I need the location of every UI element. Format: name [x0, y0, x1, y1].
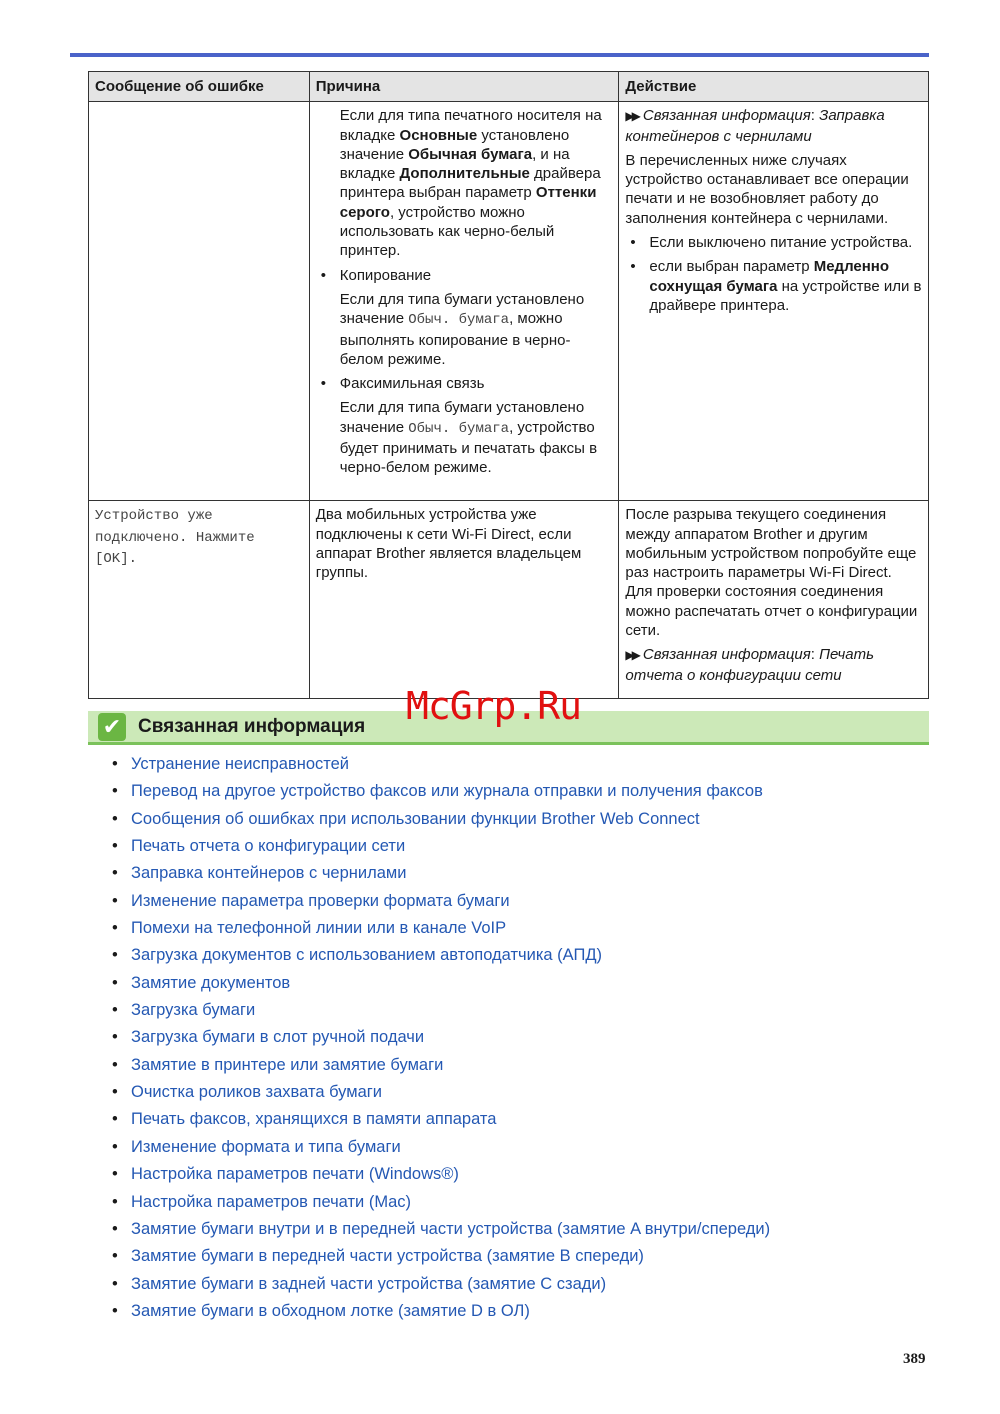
related-link-text[interactable]: Сообщения об ошибках при использовании функции Brother Web Connect: [131, 809, 700, 828]
related-link-text[interactable]: Помехи на телефонной линии или в канале VoIP: [131, 919, 507, 938]
related-link-item[interactable]: [110, 1162, 770, 1189]
cell-action: [619, 102, 929, 501]
related-link-item[interactable]: [110, 1190, 770, 1217]
related-link-item[interactable]: [110, 1053, 770, 1080]
related-link-item[interactable]: [110, 943, 770, 970]
related-links-list: [110, 752, 770, 1326]
related-link-text[interactable]: Изменение формата и типа бумаги: [131, 1137, 401, 1156]
cell-cause: Два мобильных устройства уже подключены к сети Wi-Fi Direct, если аппарат Brother является владельцем группы.: [309, 501, 619, 699]
related-link-item[interactable]: [110, 998, 770, 1025]
top-rule: [70, 53, 929, 57]
cell-message: [89, 102, 310, 501]
related-link-item[interactable]: [110, 807, 770, 834]
cell-cause: [309, 102, 619, 501]
bullet-fax: • Факсимильная связь: [316, 374, 613, 393]
table-header-row: [89, 72, 929, 102]
related-link-text[interactable]: Замятие бумаги внутри и в передней части устройства (замятие A внутри/спереди): [131, 1219, 771, 1238]
action-paragraph: После разрыва текущего соединения между аппаратом Brother и другим мобильным устройством попробуйте еще раз настроить параметры Wi-Fi Direct. Для проверки состояния соединения можно распечатать отчет о конфигурации сети.: [625, 506, 918, 640]
related-link-refill[interactable]: ▶▶ Связанная информация: Заправка контейнеров с чернилами: [625, 107, 885, 145]
related-link-text[interactable]: Настройка параметров печати (Windows®): [131, 1165, 459, 1184]
related-link-text[interactable]: Замятие бумаги в передней части устройства (замятие B спереди): [131, 1247, 644, 1266]
action-bullet: • Если выключено питание устройства.: [625, 233, 922, 252]
related-link-item[interactable]: [110, 971, 770, 998]
related-link-text[interactable]: Печать факсов, хранящихся в памяти аппарата: [131, 1110, 497, 1129]
related-link-item[interactable]: [110, 752, 770, 779]
related-link-item[interactable]: [110, 1299, 770, 1326]
header-cause: Причина: [309, 72, 619, 102]
related-link-item[interactable]: [110, 916, 770, 943]
related-link-text[interactable]: Очистка роликов захвата бумаги: [131, 1083, 382, 1102]
cell-message: [89, 501, 310, 699]
error-table: [88, 71, 929, 699]
header-error-message: Сообщение об ошибке: [89, 72, 310, 102]
watermark: McGrp.Ru: [406, 684, 582, 728]
related-link-item[interactable]: [110, 779, 770, 806]
related-link-item[interactable]: [110, 861, 770, 888]
action-bullet: • если выбран параметр Медленно сохнущая бумага на устройстве или в драйвере принтера.: [625, 257, 922, 315]
related-link-text[interactable]: Замятие в принтере или замятие бумаги: [131, 1055, 444, 1074]
related-link-item[interactable]: [110, 834, 770, 861]
related-link-item[interactable]: [110, 1107, 770, 1134]
related-link-item[interactable]: [110, 1080, 770, 1107]
table-row: [89, 102, 929, 501]
related-link-text[interactable]: Замятие бумаги в обходном лотке (замятие D в ОЛ): [131, 1301, 530, 1320]
double-arrow-icon: ▶▶: [625, 109, 638, 124]
related-link-item[interactable]: [110, 889, 770, 916]
related-link-text[interactable]: Печать отчета о конфигурации сети: [131, 837, 406, 856]
related-link-item[interactable]: [110, 1244, 770, 1271]
related-link-text[interactable]: Заправка контейнеров с чернилами: [131, 864, 407, 883]
related-link-text[interactable]: Настройка параметров печати (Mac): [131, 1192, 412, 1211]
related-link-item[interactable]: [110, 1217, 770, 1244]
checkmark-icon: ✔: [98, 713, 126, 741]
page-number: 389: [903, 1351, 926, 1367]
related-link-network-report[interactable]: ▶▶ Связанная информация: Печать отчета о конфигурации сети: [625, 646, 874, 684]
header-action: Действие: [619, 72, 929, 102]
related-link-text[interactable]: Замятие документов: [131, 973, 291, 992]
double-arrow-icon: ▶▶: [625, 648, 638, 663]
related-link-item[interactable]: [110, 1135, 770, 1162]
related-link-text[interactable]: Загрузка документов с использованием автоподатчика (АПД): [131, 946, 603, 965]
fax-paragraph: Если для типа бумаги установлено значение Обыч. бумага, устройство будет принимать и печатать факсы в черно-белом режиме.: [339, 399, 598, 477]
copy-paragraph: Если для типа бумаги установлено значение Обыч. бумага, можно выполнять копирование в черно-белом режиме.: [339, 290, 585, 368]
related-link-text[interactable]: Устранение неисправностей: [131, 755, 350, 773]
related-link-text[interactable]: Перевод на другое устройство факсов или журнала отправки и получения факсов: [131, 782, 763, 801]
related-link-text[interactable]: Изменение параметра проверки формата бумаги: [131, 891, 510, 910]
table-row: [89, 501, 929, 699]
related-link-item[interactable]: [110, 1272, 770, 1299]
related-link-text[interactable]: Загрузка бумаги: [131, 1001, 256, 1020]
related-info-title: Связанная информация: [138, 716, 366, 737]
bullet-copy: • Копирование: [316, 266, 613, 285]
error-message-text: Устройство уже подключено. Нажмите [OK].: [95, 508, 255, 567]
related-link-item[interactable]: [110, 1025, 770, 1052]
cause-paragraph: Если для типа печатного носителя на вкладке Основные установлено значение Обычная бумага, и на вкладке Дополнительные драйвера принтера выбран параметр Оттенки серого, устройство можно использовать как черно-белый принтер.: [339, 107, 602, 260]
action-paragraph: В перечисленных ниже случаях устройство останавливает все операции печати и не возобновляет работу до заполнения контейнера с чернилами.: [625, 151, 909, 227]
cell-action: [619, 501, 929, 699]
related-link-text[interactable]: Загрузка бумаги в слот ручной подачи: [131, 1028, 425, 1047]
related-link-text[interactable]: Замятие бумаги в задней части устройства (замятие C сзади): [131, 1274, 607, 1293]
